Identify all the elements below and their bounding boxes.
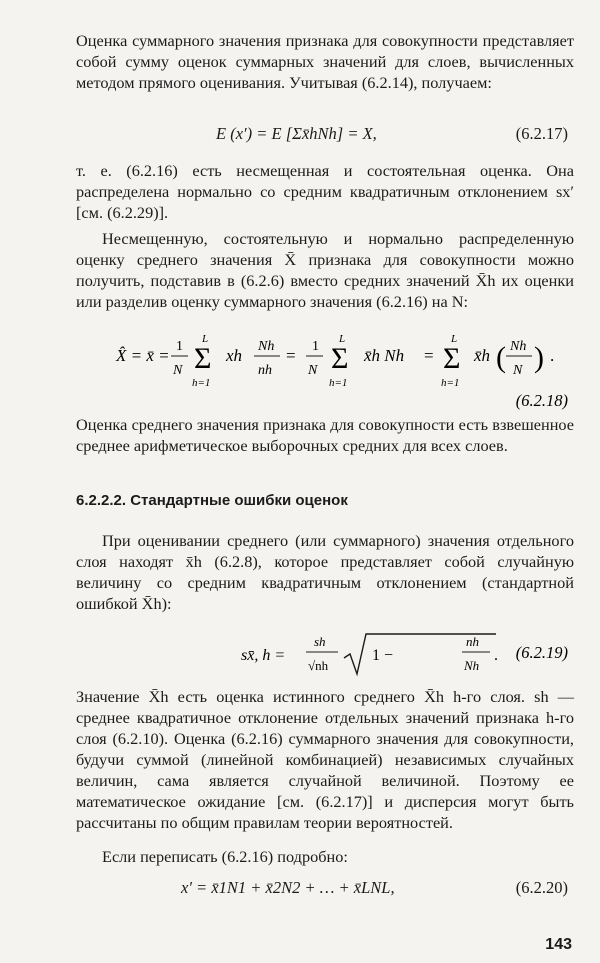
right-paren: ) [534,341,544,374]
frac-denominator: N [308,363,318,378]
equation-number: (6.2.17) [515,124,568,143]
paragraph-estimate-properties: Значение X̄h есть оценка истинного среднего X̄h h-го слоя. sh — среднее квадратичное отклонение отдельных значений признака h-го слоя (6.2.10). Оценка (6.2.16) суммарного значения для совокупности, будучи суммой (линейной комбинацией) независимых случайных величин, сама является случайной величиной. Поэтому ее математическое ожидание [см. (6.2.17)] и дисперсия могут быть рассчитаны по общим правилам теории вероятностей. [76,687,574,832]
sum-lower: h=1 [441,377,460,389]
period: . [550,346,555,365]
period: . [494,647,498,664]
term-x: x̄h [474,346,491,365]
left-paren: ( [496,341,506,374]
paragraph-weighted-mean: Оценка среднего значения признака для совокупности есть взвешенное среднее арифметическое выборочных средних для всех слоев. [76,415,574,455]
paragraph-rewrite: Если переписать (6.2.16) подробно: [102,847,348,866]
term-numerator: Nh [258,339,275,354]
term-denominator: N [513,363,523,378]
sum-upper: L [451,333,458,345]
frac-numerator: sh [314,634,326,649]
frac-numerator: 1 [312,339,319,354]
sigma-icon: Σ [443,342,461,375]
sigma-icon: Σ [331,342,349,375]
frac-denominator: N [173,363,183,378]
page-number: 143 [545,936,572,953]
formula-expression: x′ = x̄1N1 + x̄2N2 + … + x̄LNL, [181,878,395,897]
frac-denominator: √nh [308,658,329,673]
sum-lower: h=1 [192,377,211,389]
sum-upper: L [339,333,346,345]
formula-6-2-18 [76,328,574,412]
equation-number: (6.2.20) [515,878,568,897]
equals-sign: = [286,346,296,365]
radical-numerator: nh [466,634,479,649]
paragraph-intro: Оценка суммарного значения признака для совокупности представляет собой сумму оценок суммарных значений для слоев, вычисленных методом прямого оценивания. Учитывая (6.2.14), получаем: [76,31,574,92]
term-denominator: nh [258,363,272,378]
section-heading: 6.2.2.2. Стандартные ошибки оценок [76,492,348,509]
paragraph-stratum-mean: При оценивании среднего (или суммарного) значения отдельного слоя находят x̄h (6.2.8), которое представляет собой случайную величину со средним квадратичным отклонением (стандартной ошибкой X̄h): [76,531,574,613]
equation-number: (6.2.19) [515,643,568,662]
formula-lhs: sx̄, h = [241,647,286,664]
formula-expression: E (x′) = E [Σx̄hNh] = X, [216,124,377,143]
paragraph-unbiased: т. е. (6.2.16) есть несмещенная и состоятельная оценка. Она распределена нормально со средним квадратичным отклонением sx′ [см. (6.2.29)]. [76,161,574,222]
formula-6-2-19-svg [76,628,574,682]
formula-6-2-20 [76,878,574,904]
formula-6-2-18-svg [76,328,574,412]
sum-lower: h=1 [329,377,348,389]
term-x: xh [226,346,243,365]
paragraph-mean-estimate: Несмещенную, состоятельную и нормально распределенную оценку среднего значения X̄ признака для совокупности можно получить, подставив в (6.2.6) вместо средних значений X̄h их оценки или разделив оценку суммарного значения (6.2.16) на N: [76,229,574,311]
formula-lhs: X̂ = x̄ = [116,346,170,365]
term-xN: x̄h Nh [364,346,405,365]
term-numerator: Nh [510,339,527,354]
equation-number: (6.2.18) [515,391,568,410]
sum-upper: L [202,333,209,345]
radical-denominator: Nh [464,658,480,673]
sigma-icon: Σ [194,342,212,375]
radical-one: 1 − [372,647,394,664]
frac-numerator: 1 [176,339,183,354]
equals-sign: = [424,346,434,365]
formula-6-2-17 [76,124,574,150]
formula-6-2-19 [76,628,574,682]
